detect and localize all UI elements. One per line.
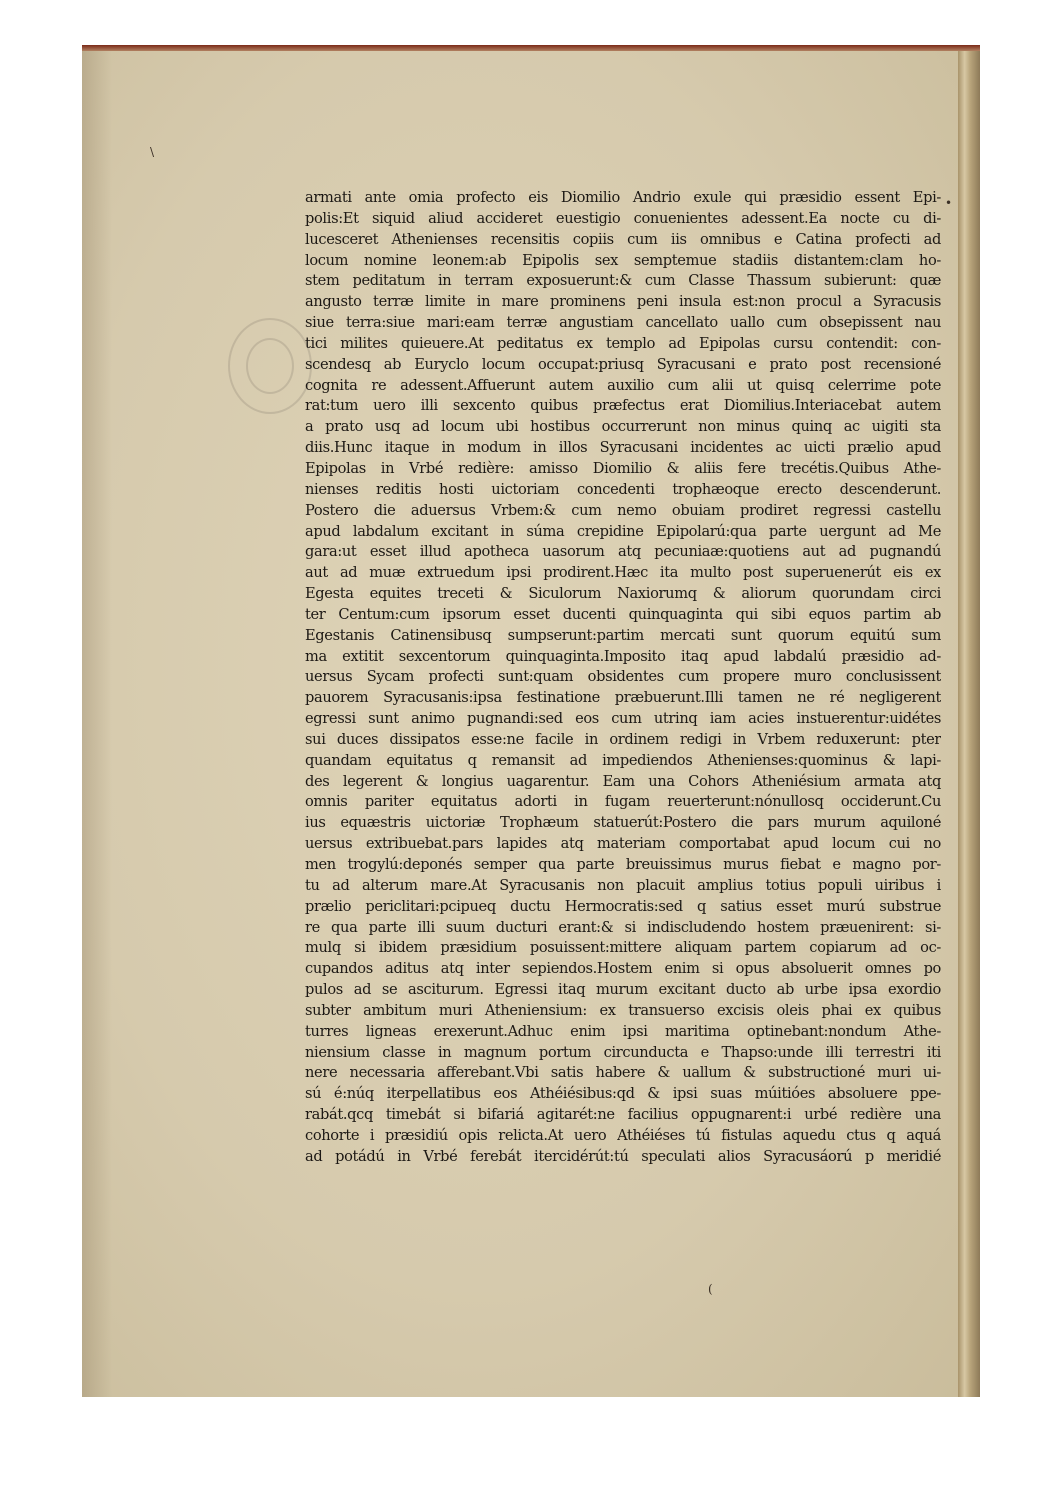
text-line: diis.Hunc itaque in modum in illos Syracusani incidentes ac uicti prælio apud bbox=[305, 439, 941, 457]
text-line: gara:ut esset illud apotheca uasorum atq pecuniaæ:quotiens aut ad pugnandú bbox=[305, 543, 941, 561]
text-line: pauorem Syracusanis:ipsa festinatione præbuerunt.Illi tamen ne ré negligerent bbox=[305, 689, 941, 707]
text-line: men trogylú:deponés semper qua parte breuissimus murus fiebat e magno por- bbox=[305, 856, 941, 873]
book-spine-edge bbox=[958, 51, 980, 1397]
text-line: uersus extribuebat.pars lapides atq materiam comportabat apud locum cui no bbox=[305, 835, 941, 853]
margin-ink-mark: ( bbox=[708, 1282, 713, 1296]
text-line: Egestanis Catinensibusq sumpserunt:partim mercati sunt quorum equitú sum bbox=[305, 626, 941, 644]
text-line: tu ad alterum mare.At Syracusanis non placuit amplius totius populi uiribus i bbox=[305, 876, 941, 894]
page-top-edge bbox=[82, 45, 980, 51]
text-line: apud labdalum excitant in súma crepidine Epipolarú:qua parte uergunt ad Me bbox=[305, 522, 941, 540]
text-line: Postero die aduersus Vrbem:& cum nemo obuiam prodiret regressi castellu bbox=[305, 501, 941, 519]
latin-text-column bbox=[305, 188, 941, 1168]
text-line: mulq si ibidem præsidium posuissent:mittere aliquam partem copiarum ad oc- bbox=[305, 939, 941, 957]
text-line: pulos ad se asciturum. Egressi itaq murum excitant ducto ab urbe ipsa exordio bbox=[305, 981, 941, 999]
text-line: armati ante omia profecto eis Diomilio Andrio exule qui præsidio essent Epi- bbox=[305, 189, 941, 206]
text-line: ma extitit sexcentorum quinquaginta.Imposito itaq apud labdalú præsidio ad- bbox=[305, 647, 941, 665]
text-line: des legerent & longius uagarentur. Eam una Cohors Atheniésium armata atq bbox=[305, 772, 941, 790]
library-stamp-watermark bbox=[228, 318, 312, 414]
text-line: cohorte i præsidiú opis relicta.At uero Athéiéses tú fistulas aquedu ctus q aquá bbox=[305, 1126, 941, 1144]
text-line: re qua parte illi suum ducturi erant:& si indiscludendo hostem præuenirent: si- bbox=[305, 918, 941, 936]
text-line: angusto terræ limite in mare prominens peni insula est:non procul a Syracusis bbox=[305, 293, 941, 311]
text-line: cognita re adessent.Affuerunt autem auxilio cum alii ut quisq celerrime pote bbox=[305, 376, 941, 394]
text-line: stem peditatum in terram exposuerunt:& cum Classe Thassum subierunt: quæ bbox=[305, 272, 941, 290]
margin-ink-dot: • bbox=[945, 196, 953, 210]
text-line: sui duces dissipatos esse:ne facile in ordinem redigi in Vrbem reduxerunt: pter bbox=[305, 730, 941, 748]
text-line: uersus Sycam profecti sunt:quam obsidentes cum propere muro conclusissent bbox=[305, 668, 941, 686]
text-line: sú é:núq iterpellatibus eos Athéiésibus:qd & ipsi suas múitióes absoluere ppe- bbox=[305, 1085, 941, 1103]
text-line: locum nomine leonem:ab Epipolis sex semptemue stadiis distantem:clam ho- bbox=[305, 251, 941, 269]
text-line: ter Centum:cum ipsorum esset ducenti quinquaginta qui sibi equos partim ab bbox=[305, 605, 941, 623]
text-line: cupandos aditus atq inter sepiendos.Hostem enim si opus absoluerit omnes po bbox=[305, 960, 941, 978]
text-line: tici milites quieuere.At peditatus ex templo ad Epipolas cursu contendit: con- bbox=[305, 334, 941, 352]
text-line: nere necessaria afferebant.Vbi satis habere & uallum & substructioné muri ui- bbox=[305, 1064, 941, 1082]
text-line: Epipolas in Vrbé redière: amisso Diomilio & aliis fere trecétis.Quibus Athe- bbox=[305, 459, 941, 477]
text-line: aut ad muæ extruedum ipsi prodirent.Hæc ita multo post superuenerút eis ex bbox=[305, 564, 941, 582]
text-line: turres ligneas erexerunt.Adhuc enim ipsi maritima optinebant:nondum Athe- bbox=[305, 1022, 941, 1040]
text-line: prælio periclitari:pcipueq ductu Hermocratis:sed q satius esset murú substrue bbox=[305, 897, 941, 915]
text-line: siue terra:siue mari:eam terræ angustiam cancellato uallo cum obsepissent nau bbox=[305, 314, 941, 332]
text-line: a prato usq ad locum ubi hostibus occurrerunt non minus quinq ac uigiti sta bbox=[305, 418, 941, 436]
page-margin-shade bbox=[82, 51, 112, 1397]
text-line: Egesta equites treceti & Siculorum Naxiorumq & aliorum quorundam circi bbox=[305, 585, 941, 603]
text-line: rabát.qcq timebát si bifariá agitarét:ne facilius oppugnarent:i urbé redière una bbox=[305, 1106, 941, 1124]
text-line: nienses reditis hosti uictoriam concedenti trophæoque erecto descenderunt. bbox=[305, 480, 941, 498]
text-line: quandam equitatus q remansit ad impediendos Athenienses:quominus & lapi- bbox=[305, 751, 941, 769]
text-line: omnis pariter equitatus adorti in fugam reuerterunt:nónullosq occiderunt.Cu bbox=[305, 793, 941, 811]
text-line: rat:tum uero illi sexcento quibus præfectus erat Diomilius.Interiacebat autem bbox=[305, 397, 941, 415]
text-line: niensium classe in magnum portum circunducta e Thapso:unde illi terrestri iti bbox=[305, 1043, 941, 1061]
text-line: scendesq ab Euryclo locum occupat:priusq Syracusani e prato post recensioné bbox=[305, 355, 941, 373]
text-line: egressi sunt animo pugnandi:sed eos cum utrinq iam acies instuerentur:uidétes bbox=[305, 710, 941, 728]
text-line: ad potádú in Vrbé ferebát itercidérút:tú speculati alios Syracusáorú p meridié bbox=[305, 1147, 941, 1165]
text-line: ius equæstris uictoriæ Trophæum statuerút:Postero die pars murum aquiloné bbox=[305, 814, 941, 832]
margin-ink-mark: \ bbox=[150, 145, 155, 159]
text-line: lucesceret Athenienses recensitis copiis cum iis omnibus e Catina profecti ad bbox=[305, 230, 941, 248]
text-line: polis:Et siquid aliud accideret euestigio conuenientes adessent.Ea nocte cu di- bbox=[305, 209, 941, 227]
text-line: subter ambitum muri Atheniensium: ex transuerso excisis oleis phai ex quibus bbox=[305, 1001, 941, 1019]
